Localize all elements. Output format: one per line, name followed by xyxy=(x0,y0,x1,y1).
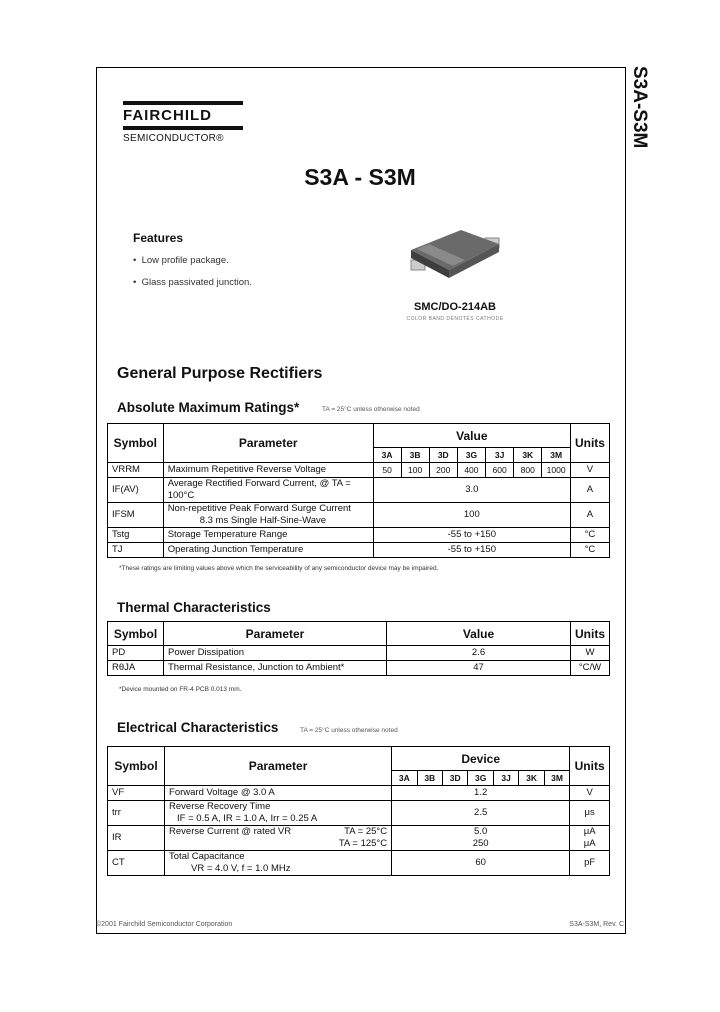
header-parameter: Parameter xyxy=(163,424,373,463)
parameter-cell xyxy=(165,851,392,876)
parameter-line: VR = 4.0 V, f = 1.0 MHz xyxy=(191,863,291,874)
table-row xyxy=(108,543,610,558)
variant-header: 3A xyxy=(373,448,401,463)
package-image xyxy=(407,222,503,286)
units-line: μA xyxy=(583,826,596,837)
value-cell: 100 xyxy=(373,503,570,528)
symbol-cell: IR xyxy=(108,826,165,851)
units-cell: °C xyxy=(570,543,609,558)
variant-header: 3K xyxy=(514,448,542,463)
value-cell: 200 xyxy=(429,463,457,478)
value-line: 5.0 xyxy=(474,826,488,837)
variant-header: 3G xyxy=(468,771,493,786)
features-heading: Features xyxy=(133,231,184,245)
parameter-cell: Average Rectified Forward Current, @ TA = 100°C xyxy=(163,478,373,503)
table-row xyxy=(108,786,610,801)
package-sublabel: COLOR BAND DENOTES CATHODE xyxy=(406,316,504,322)
parameter-line: IF = 0.5 A, IR = 1.0 A, Irr = 0.25 A xyxy=(177,813,318,824)
units-cell: pF xyxy=(570,851,610,876)
parameter-cell: Operating Junction Temperature xyxy=(163,543,373,558)
variant-header: 3G xyxy=(457,448,485,463)
logo-name: FAIRCHILD xyxy=(123,107,212,124)
logo-bar-bottom xyxy=(123,126,243,130)
value-cell xyxy=(392,826,570,851)
parameter-line: Reverse Recovery Time xyxy=(169,801,271,812)
symbol-cell: RθJA xyxy=(108,661,164,676)
elec-condition: TA = 25°C unless otherwise noted xyxy=(300,727,398,734)
symbol-cell: TJ xyxy=(108,543,164,558)
feature-item: • Glass passivated junction. xyxy=(133,277,252,288)
units-cell: W xyxy=(571,646,610,661)
variant-header: 3M xyxy=(544,771,569,786)
document-title: S3A - S3M xyxy=(304,164,416,190)
parameter-line: Non-repetitive Peak Forward Surge Current xyxy=(167,503,351,514)
table-row xyxy=(108,478,610,503)
variant-header: 3B xyxy=(417,771,442,786)
table-row xyxy=(108,463,610,478)
variant-header: 3K xyxy=(519,771,544,786)
symbol-cell: trr xyxy=(108,801,165,826)
value-cell: 1.2 xyxy=(392,786,570,801)
header-units: Units xyxy=(570,747,610,786)
value-cell: 400 xyxy=(457,463,485,478)
value-cell: 600 xyxy=(486,463,514,478)
variant-header: 3D xyxy=(429,448,457,463)
parameter-cell: Thermal Resistance, Junction to Ambient* xyxy=(164,661,387,676)
symbol-cell: VRRM xyxy=(108,463,164,478)
value-cell: -55 to +150 xyxy=(373,528,570,543)
parameter-line: Total Capacitance xyxy=(169,851,245,862)
value-cell: 2.6 xyxy=(387,646,571,661)
symbol-cell: PD xyxy=(108,646,164,661)
thermal-note: *Device mounted on FR-4 PCB 0.013 mm. xyxy=(119,686,242,693)
units-cell: μs xyxy=(570,801,610,826)
parameter-cell: Storage Temperature Range xyxy=(163,528,373,543)
parameter-cell: Power Dissipation xyxy=(164,646,387,661)
parameter-cell: Forward Voltage @ 3.0 A xyxy=(165,786,392,801)
table-row xyxy=(108,826,610,851)
variant-header: 3B xyxy=(401,448,429,463)
abs-max-title: Absolute Maximum Ratings* xyxy=(117,400,300,415)
parameter-line: 8.3 ms Single Half-Sine-Wave xyxy=(199,515,327,526)
value-cell: 3.0 xyxy=(373,478,570,503)
condition-line: TA = 25°C xyxy=(344,826,388,837)
parameter-cell xyxy=(165,826,392,851)
symbol-cell: VF xyxy=(108,786,165,801)
table-row xyxy=(108,528,610,543)
thermal-title: Thermal Characteristics xyxy=(117,600,271,615)
footer-revision: S3A-S3M, Rev. C xyxy=(569,921,624,928)
condition-line: TA = 125°C xyxy=(338,838,388,849)
parameter-line: Reverse Current @ rated VR xyxy=(169,826,292,837)
value-cell: 47 xyxy=(387,661,571,676)
elec-table xyxy=(107,746,610,876)
header-symbol: Symbol xyxy=(108,747,165,786)
units-cell: A xyxy=(570,478,609,503)
table-row xyxy=(108,646,610,661)
parameter-cell xyxy=(165,801,392,826)
variant-header: 3J xyxy=(493,771,518,786)
units-cell: °C/W xyxy=(571,661,610,676)
value-line: 250 xyxy=(472,838,489,849)
variant-header: 3A xyxy=(392,771,417,786)
header-value: Value xyxy=(373,424,570,448)
variant-header: 3J xyxy=(486,448,514,463)
value-cell: -55 to +150 xyxy=(373,543,570,558)
variant-header: 3M xyxy=(542,448,571,463)
footer-copyright: ©2001 Fairchild Semiconductor Corporation xyxy=(96,921,233,928)
side-title: S3A-S3M xyxy=(629,66,650,149)
logo-bar-top xyxy=(123,101,243,105)
abs-max-note: *These ratings are limiting values above which the serviceability of any semiconductor device may be impaired. xyxy=(119,565,439,572)
variant-header: 3D xyxy=(442,771,467,786)
header-symbol: Symbol xyxy=(108,424,164,463)
units-cell: A xyxy=(570,503,609,528)
units-line: μA xyxy=(583,838,596,849)
symbol-cell: Tstg xyxy=(108,528,164,543)
value-cell: 2.5 xyxy=(392,801,570,826)
parameter-cell xyxy=(163,503,373,528)
header-units: Units xyxy=(570,424,609,463)
table-row xyxy=(108,801,610,826)
table-row xyxy=(108,503,610,528)
header-parameter: Parameter xyxy=(164,622,387,646)
table-row xyxy=(108,851,610,876)
symbol-cell: CT xyxy=(108,851,165,876)
value-cell: 50 xyxy=(373,463,401,478)
abs-max-condition: TA = 25°C unless otherwise noted xyxy=(322,406,420,413)
units-cell xyxy=(570,826,610,851)
abs-max-table xyxy=(107,423,610,558)
units-cell: °C xyxy=(570,528,609,543)
header-parameter: Parameter xyxy=(165,747,392,786)
header-device: Device xyxy=(392,747,570,771)
section-title: General Purpose Rectifiers xyxy=(117,365,323,382)
header-symbol: Symbol xyxy=(108,622,164,646)
feature-item: • Low profile package. xyxy=(133,255,229,266)
value-cell: 100 xyxy=(401,463,429,478)
value-cell: 1000 xyxy=(542,463,571,478)
value-cell: 60 xyxy=(392,851,570,876)
units-cell: V xyxy=(570,463,609,478)
symbol-cell: IF(AV) xyxy=(108,478,164,503)
units-cell: V xyxy=(570,786,610,801)
thermal-table xyxy=(107,621,610,676)
header-value: Value xyxy=(387,622,571,646)
header-units: Units xyxy=(571,622,610,646)
parameter-cell: Maximum Repetitive Reverse Voltage xyxy=(163,463,373,478)
package-label: SMC/DO-214AB xyxy=(414,301,496,313)
logo-subtitle: SEMICONDUCTOR® xyxy=(123,133,224,144)
symbol-cell: IFSM xyxy=(108,503,164,528)
table-row xyxy=(108,661,610,676)
elec-title: Electrical Characteristics xyxy=(117,720,279,735)
value-cell: 800 xyxy=(514,463,542,478)
